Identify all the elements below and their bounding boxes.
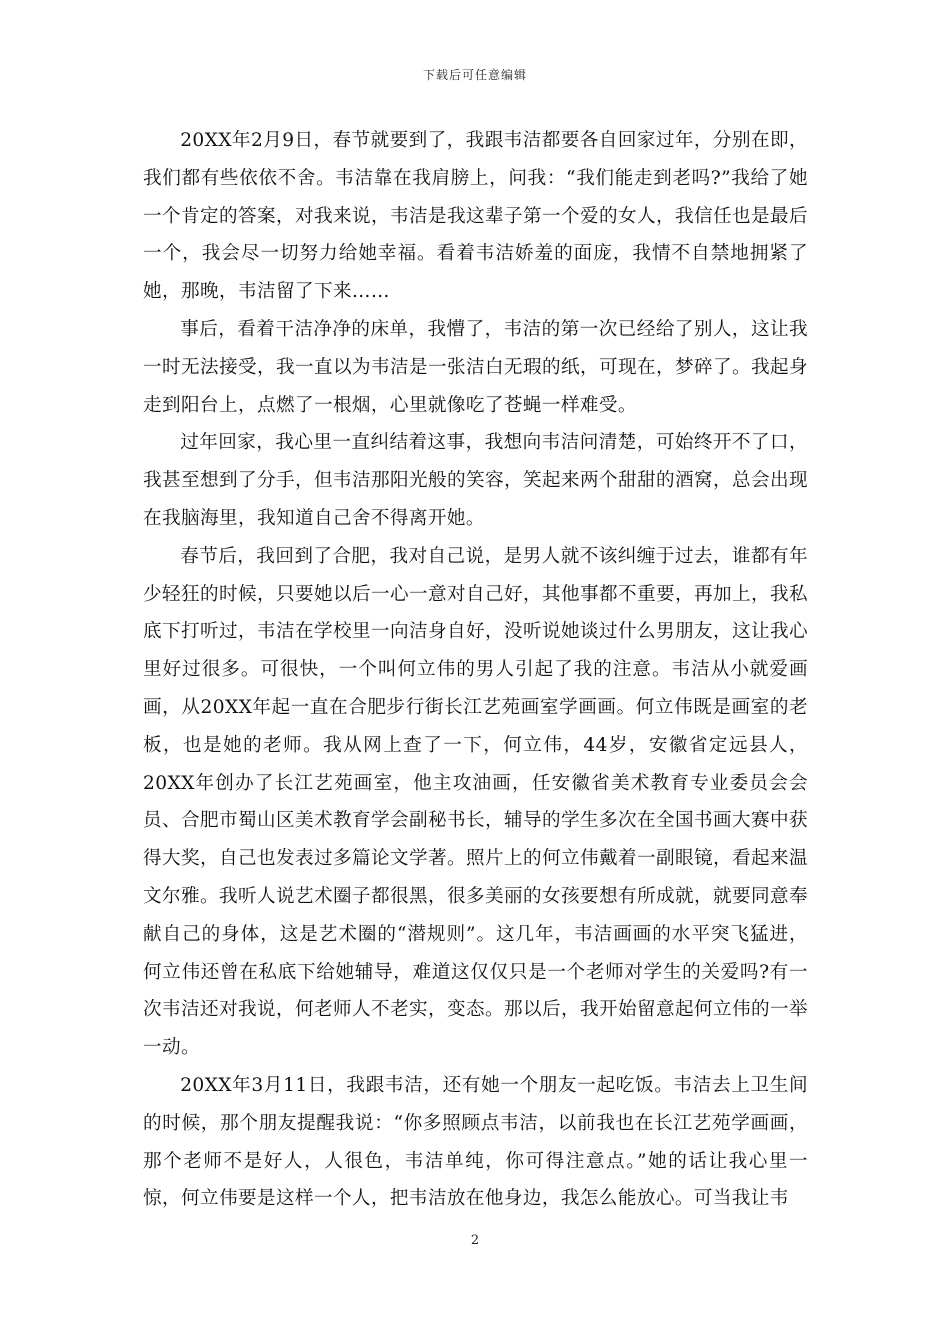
paragraph-5: 20XX年3月11日，我跟韦洁，还有她一个朋友一起吃饭。韦洁去上卫生间的时候，那个朋友提醒我说：“你多照顾点韦洁，以前我也在长江艺苑学画画，那个老师不是好人，人很色，韦洁单纯，你可得注意点。”她的话让我心里一惊，何立伟要是这样一个人，把韦洁放在他身边，我怎么能放心。可当我让韦 — [143, 1074, 808, 1210]
paragraph-3: 过年回家，我心里一直纠结着这事，我想向韦洁问清楚，可始终开不了口，我甚至想到了分手，但韦洁那阳光般的笑容，笑起来两个甜甜的酒窝，总会出现在我脑海里，我知道自己舍不得离开她。 — [143, 432, 808, 529]
paragraph-2: 事后，看着干洁净净的床单，我懵了，韦洁的第一次已经给了别人，这让我一时无法接受，我一直以为韦洁是一张洁白无瑕的纸，可现在，梦碎了。我起身走到阳台上，点燃了一根烟，心里就像吃了苍蝇一样难受。 — [143, 318, 808, 416]
page-number: 2 — [470, 1233, 480, 1248]
paragraph-1: 20XX年2月9日，春节就要到了，我跟韦洁都要各自回家过年，分别在即，我们都有些依依不舍。韦洁靠在我肩膀上，问我：“我们能走到老吗?”我给了她一个肯定的答案，对我来说，韦洁是我这辈子第一个爱的女人，我信任也是最后一个，我会尽一切努力给她幸福。看着韦洁娇羞的面庞，我情不自禁地拥紧了她，那晚，韦洁留了下来…… — [143, 130, 808, 303]
document-body — [143, 122, 808, 1218]
page-header: 下载后可任意编辑 — [422, 68, 527, 82]
paragraph-4: 春节后，我回到了合肥，我对自己说，是男人就不该纠缠于过去，谁都有年少轻狂的时候，只要她以后一心一意对自己好，其他事都不重要，再加上，我私底下打听过，韦洁在学校里一向洁身自好，没听说她谈过什么男朋友，这让我心里好过很多。可很快，一个叫何立伟的男人引起了我的注意。韦洁从小就爱画画，从20XX年起一直在合肥步行街长江艺苑画室学画画。何立伟既是画室的老板，也是她的老师。我从网上查了一下，何立伟，44岁，安徽省定远县人，20XX年创办了长江艺苑画室，他主攻油画，任安徽省美术教育专业委员会会员、合肥市蜀山区美术教育学会副秘书长，辅导的学生多次在全国书画大赛中获得大奖，自己也发表过多篇论文学著。照片上的何立伟戴着一副眼镜，看起来温文尔雅。我听人说艺术圈子都很黑，很多美丽的女孩要想有所成就，就要同意奉献自己的身体，这是艺术圈的“潜规则”。这几年，韦洁画画的水平突飞猛进，何立伟还曾在私底下给她辅导，难道这仅仅只是一个老师对学生的关爱吗?有一次韦洁还对我说，何老师人不老实，变态。那以后，我开始留意起何立伟的一举一动。 — [143, 545, 808, 1059]
